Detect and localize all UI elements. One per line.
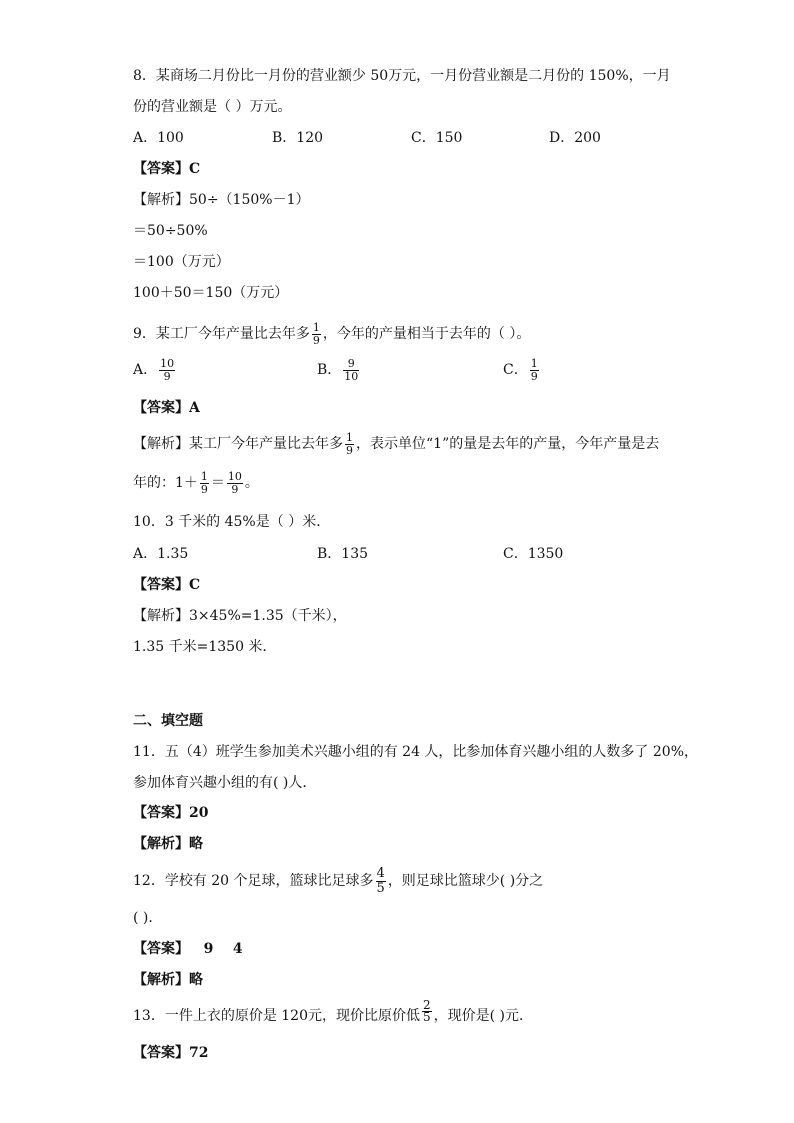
q10-stem: 10．3 千米的 45%是（ ）米．: [133, 514, 331, 530]
q12-answer: 【答案】 9 4: [133, 941, 243, 957]
q8-stem-line2: 份的营业额是（ ）万元。: [133, 99, 292, 115]
section-title-fill-in: 二、填空题: [133, 713, 203, 729]
q9-option-c: C． $\frac{1}{9}$: [503, 356, 538, 383]
q9-stem: [133, 320, 530, 348]
q9-analysis-line2: 年的：1＋ $\frac{1}{9}$ ＝ $\frac{10}{9}$ 。: [133, 469, 259, 496]
q12-analysis: 【解析】略: [133, 972, 203, 988]
q8-analysis-line3: ＝100（万元）: [133, 254, 230, 270]
q10-answer: 【答案】C: [133, 577, 201, 593]
q13-stem: 13．一件上衣的原价是 120元，现价比原价低 $\frac{2}{5}$ ，现价是( )元．: [133, 998, 534, 1024]
q8-option-a: A．100: [133, 130, 184, 146]
q8-option-b: B．120: [272, 130, 324, 146]
q9-option-a-fraction: $\frac{10}{9}$: [160, 356, 175, 383]
q12-stem-line1: 12．学校有 20 个足球，篮球比足球多 $\frac{4}{5}$ ，则足球比篮球少( )分之: [133, 865, 544, 896]
q9-option-b: B． $\frac{9}{10}$: [317, 356, 359, 383]
q9-answer: 【答案】A: [133, 400, 200, 416]
q8-analysis-line4: 100＋50＝150（万元）: [133, 285, 289, 301]
q11-analysis: 【解析】略: [133, 836, 203, 852]
q10-option-b: B．135: [317, 546, 369, 562]
q10-option-a: A．1.35: [133, 546, 189, 562]
q9-stem-pre: 9．某工厂今年产量比去年多: [133, 326, 310, 342]
q11-stem-line1: 11．五（4）班学生参加美术兴趣小组的有 24 人，比参加体育兴趣小组的人数多了 20%，: [133, 744, 699, 760]
q8-answer: 【答案】C: [133, 161, 201, 177]
q9-analysis-line1: 【解析】某工厂今年产量比去年多 $\frac{1}{9}$ ，表示单位“1”的量是去年的产量，今年产量是去: [133, 430, 660, 457]
q8-option-d: D．200: [549, 130, 601, 146]
q13-stem-fraction: $\frac{2}{5}$: [423, 998, 431, 1024]
q8-option-c: C．150: [411, 130, 463, 146]
q11-stem-line2: 参加体育兴趣小组的有( )人．: [133, 775, 317, 791]
q13-answer: 【答案】72: [133, 1045, 209, 1061]
q9-analysis-fraction-1: $\frac{1}{9}$: [200, 469, 208, 496]
q9-option-c-fraction: $\frac{1}{9}$: [530, 356, 538, 383]
q9-stem-post: ，今年的产量相当于去年的（ ）。: [322, 326, 531, 342]
q9-analysis-fraction-2: $\frac{10}{9}$: [227, 469, 242, 496]
q12-stem-line2: ( )．: [133, 910, 163, 926]
q9-analysis-fraction: $\frac{1}{9}$: [346, 430, 353, 457]
q10-analysis-line1: 【解析】3×45%=1.35（千米），: [133, 608, 347, 624]
q10-option-c: C．1350: [503, 546, 564, 562]
q10-analysis-line2: 1.35 千米=1350 米．: [133, 639, 277, 655]
q12-stem-fraction: $\frac{4}{5}$: [376, 865, 385, 896]
q9-option-a: A． $\frac{10}{9}$: [133, 356, 175, 383]
q9-option-b-fraction: $\frac{9}{10}$: [344, 356, 359, 383]
q8-analysis-line2: ＝50÷50%: [133, 223, 208, 239]
q8-analysis-line1: 【解析】50÷（150%－1）: [133, 192, 310, 208]
q9-stem-fraction: $\frac{1}{9}$: [312, 320, 320, 347]
q8-stem-line1: 8．某商场二月份比一月份的营业额少 50万元，一月份营业额是二月份的 150%，一月: [133, 68, 671, 84]
q11-answer: 【答案】20: [133, 805, 209, 821]
